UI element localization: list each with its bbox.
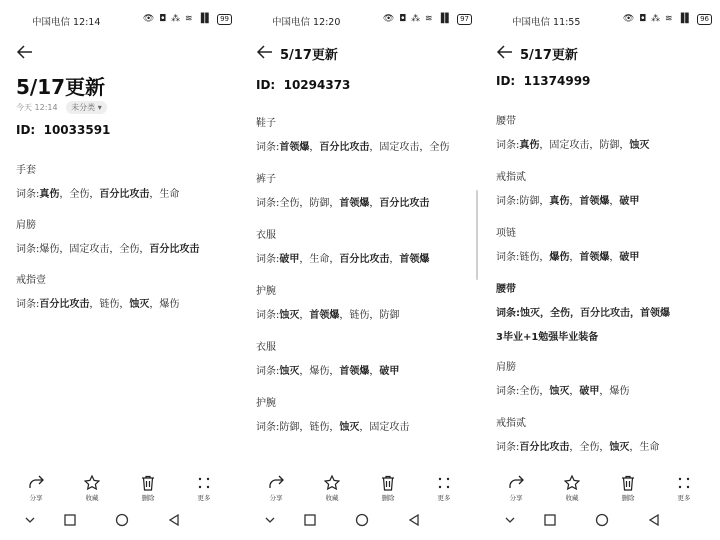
- list-item: [496, 280, 712, 343]
- category-chip[interactable]: 未分类 ▾: [66, 101, 107, 114]
- share-label: 分享: [269, 494, 283, 502]
- more-label: 更多: [677, 494, 691, 502]
- attribute-text: 破甲: [619, 196, 640, 207]
- favorite-label: 收藏: [565, 494, 579, 502]
- share-icon: [16, 474, 56, 492]
- home-icon[interactable]: [354, 512, 370, 528]
- attribute-text: 词条:: [496, 442, 520, 453]
- status-carrier-time: 中国电信 12:20: [272, 17, 341, 28]
- attribute-text: ，生命: [629, 442, 660, 453]
- list-item: [256, 114, 472, 153]
- favorite-label: 收藏: [85, 494, 99, 502]
- bottom-toolbar: [16, 474, 224, 504]
- share-button[interactable]: [16, 474, 56, 502]
- chevron-down-icon[interactable]: [502, 512, 518, 528]
- attribute-text: ，全伤，: [59, 189, 100, 200]
- back-icon[interactable]: [166, 512, 182, 528]
- attribute-text: 词条:: [256, 254, 280, 265]
- attribute-text: ，爆伤，: [299, 366, 340, 377]
- attribute-text: 破甲: [279, 254, 300, 265]
- topbar-title: 5/17更新: [520, 48, 578, 63]
- item-attributes: [16, 240, 232, 255]
- trash-icon: [128, 474, 168, 492]
- item-title: 衣服: [256, 230, 276, 241]
- home-icon[interactable]: [594, 512, 610, 528]
- system-nav-bar: [240, 512, 480, 528]
- star-icon: [312, 474, 352, 492]
- attribute-text: 首领爆: [579, 252, 610, 263]
- attribute-text: 首领爆: [339, 198, 370, 209]
- attribute-text: 蚀灭: [129, 299, 150, 310]
- attribute-text: 破甲: [579, 386, 600, 397]
- attribute-text: 蚀灭: [549, 386, 570, 397]
- note-meta: [16, 101, 107, 114]
- more-icon: [184, 474, 224, 492]
- id-label: ID:: [256, 78, 276, 92]
- attribute-text: 首领爆: [309, 310, 340, 321]
- share-button[interactable]: [496, 474, 536, 502]
- status-icons: 👁 ◘ ⁂ ≋ ▐▌ 96: [623, 14, 712, 25]
- share-icon: [256, 474, 296, 492]
- attribute-text: ，: [369, 366, 380, 377]
- attribute-text: ，链伤，: [89, 299, 130, 310]
- list-item: [256, 338, 472, 377]
- id-line: [16, 123, 110, 137]
- list-item: [496, 112, 712, 151]
- delete-button[interactable]: [128, 474, 168, 502]
- attribute-text: 首领爆: [579, 196, 610, 207]
- chevron-down-icon[interactable]: [22, 512, 38, 528]
- attribute-text: 破甲: [379, 366, 400, 377]
- back-arrow-icon[interactable]: [496, 44, 514, 60]
- back-icon[interactable]: [406, 512, 422, 528]
- attribute-text: 3毕业+1勉强毕业装备: [496, 332, 599, 343]
- attribute-text: 百分比攻击: [319, 142, 370, 153]
- item-attributes: [256, 194, 472, 209]
- system-nav-bar: [480, 512, 720, 528]
- share-label: 分享: [509, 494, 523, 502]
- item-attributes: [256, 306, 472, 321]
- attribute-text: ，: [609, 252, 620, 263]
- attribute-text: ，: [389, 254, 400, 265]
- delete-button[interactable]: [608, 474, 648, 502]
- note-screen-3: [480, 0, 720, 540]
- attribute-text: ，生命，: [299, 254, 340, 265]
- recents-icon[interactable]: [302, 512, 318, 528]
- attribute-text: 词条:全伤，: [496, 386, 550, 397]
- item-attributes: [496, 328, 712, 343]
- delete-button[interactable]: [368, 474, 408, 502]
- item-attributes: [16, 295, 232, 310]
- home-icon[interactable]: [114, 512, 130, 528]
- attribute-text: ，: [309, 142, 320, 153]
- attribute-text: ，: [609, 196, 620, 207]
- item-attributes: [496, 192, 712, 207]
- share-label: 分享: [29, 494, 43, 502]
- status-carrier-time: 中国电信 12:14: [32, 17, 101, 28]
- list-item: [256, 226, 472, 265]
- attribute-text: ，生命: [149, 189, 180, 200]
- battery-icon: 99: [217, 14, 232, 25]
- favorite-label: 收藏: [325, 494, 339, 502]
- attribute-text: ，全伤，: [569, 442, 610, 453]
- more-button[interactable]: [184, 474, 224, 502]
- list-item: [496, 358, 712, 397]
- attribute-text: 词条:全伤，防御，: [256, 198, 340, 209]
- more-label: 更多: [197, 494, 211, 502]
- share-icon: [496, 474, 536, 492]
- list-item: [16, 161, 232, 200]
- attribute-text: 词条:蚀灭，全伤，百分比攻击，首领爆: [496, 308, 670, 319]
- more-button[interactable]: [664, 474, 704, 502]
- item-title: 护腕: [256, 398, 276, 409]
- attribute-text: 词条:: [256, 366, 280, 377]
- attribute-text: ，爆伤: [149, 299, 180, 310]
- status-bar: [512, 14, 712, 28]
- item-title: 肩膀: [16, 220, 36, 231]
- item-attributes: [256, 138, 472, 153]
- topbar-title: 5/17更新: [280, 48, 338, 63]
- attribute-text: 蚀灭: [279, 310, 300, 321]
- share-button[interactable]: [256, 474, 296, 502]
- battery-icon: 97: [457, 14, 472, 25]
- status-icons: 👁 ◘ ⁂ ≋ ▐▌ 99: [143, 14, 232, 25]
- list-item: [256, 394, 472, 433]
- bottom-toolbar: [256, 474, 464, 504]
- id-line: [496, 74, 590, 88]
- attribute-text: 真伤: [549, 196, 570, 207]
- status-bar: [32, 14, 232, 28]
- attribute-text: ，链伤，防御: [339, 310, 400, 321]
- list-item: [16, 271, 232, 310]
- delete-label: 删除: [621, 494, 635, 502]
- attribute-text: ，: [569, 252, 580, 263]
- list-item: [256, 170, 472, 209]
- attribute-text: 百分比攻击: [519, 442, 570, 453]
- item-attributes: [256, 362, 472, 377]
- item-title: 衣服: [256, 342, 276, 353]
- trash-icon: [608, 474, 648, 492]
- attribute-text: 蚀灭: [339, 422, 360, 433]
- attribute-text: 首领爆: [399, 254, 430, 265]
- attribute-text: 词条:: [16, 189, 40, 200]
- attribute-text: ，爆伤: [599, 386, 630, 397]
- attribute-text: ，固定攻击，全伤: [369, 142, 450, 153]
- bottom-toolbar: [496, 474, 704, 504]
- attribute-text: 爆伤: [549, 252, 570, 263]
- back-arrow-icon[interactable]: [256, 44, 274, 60]
- attribute-text: 首领爆: [339, 366, 370, 377]
- battery-icon: 96: [697, 14, 712, 25]
- item-title: 戒指贰: [496, 172, 526, 183]
- item-attributes: [496, 136, 712, 151]
- item-title: 腰带: [496, 284, 516, 295]
- item-title: 戒指壹: [16, 275, 46, 286]
- attribute-text: 破甲: [619, 252, 640, 263]
- back-arrow-icon[interactable]: [16, 44, 34, 60]
- attribute-text: 词条:链伤，: [496, 252, 550, 263]
- attribute-text: ，: [369, 198, 380, 209]
- attribute-text: 词条:: [256, 310, 280, 321]
- item-title: 腰带: [496, 116, 516, 127]
- chevron-down-icon[interactable]: [262, 512, 278, 528]
- item-attributes: [256, 250, 472, 265]
- attribute-text: 词条:: [16, 299, 40, 310]
- item-title: 护腕: [256, 286, 276, 297]
- attribute-text: 蚀灭: [279, 366, 300, 377]
- delete-label: 删除: [381, 494, 395, 502]
- item-title: 鞋子: [256, 118, 276, 129]
- item-title: 裤子: [256, 174, 276, 185]
- attribute-text: 真伤: [519, 140, 540, 151]
- attribute-text: 百分比攻击: [99, 189, 150, 200]
- note-screen-2: [240, 0, 480, 540]
- attribute-text: 词条:爆伤，固定攻击，全伤，: [16, 244, 150, 255]
- item-attributes: [256, 418, 472, 433]
- attribute-text: ，: [569, 196, 580, 207]
- status-icons: 👁 ◘ ⁂ ≋ ▐▌ 97: [383, 14, 472, 25]
- favorite-button[interactable]: [312, 474, 352, 502]
- attribute-text: 百分比攻击: [379, 198, 430, 209]
- list-item: [496, 168, 712, 207]
- more-icon: [424, 474, 464, 492]
- attribute-text: 词条:防御，链伤，: [256, 422, 340, 433]
- id-line: [256, 78, 350, 92]
- delete-label: 删除: [141, 494, 155, 502]
- note-timestamp: 今天 12:14: [16, 103, 58, 112]
- page-title: 5/17更新: [16, 75, 106, 99]
- item-attributes: [496, 304, 712, 319]
- attribute-text: 首领爆: [279, 142, 310, 153]
- status-carrier-time: 中国电信 11:55: [512, 17, 581, 28]
- attribute-text: 百分比攻击: [149, 244, 200, 255]
- list-item: [256, 282, 472, 321]
- id-label: ID:: [496, 74, 516, 88]
- attribute-text: 蚀灭: [629, 140, 650, 151]
- item-attributes: [496, 438, 712, 453]
- recents-icon[interactable]: [542, 512, 558, 528]
- item-attributes: [496, 382, 712, 397]
- note-screen-1: [0, 0, 240, 540]
- system-nav-bar: [0, 512, 240, 528]
- list-item: [496, 224, 712, 263]
- item-attributes: [16, 185, 232, 200]
- item-title: 项链: [496, 228, 516, 239]
- favorite-button[interactable]: [552, 474, 592, 502]
- more-label: 更多: [437, 494, 451, 502]
- more-button[interactable]: [424, 474, 464, 502]
- status-bar: [272, 14, 472, 28]
- item-title: 手套: [16, 165, 36, 176]
- trash-icon: [368, 474, 408, 492]
- id-value: 10033591: [43, 123, 111, 137]
- attribute-text: 词条:防御，: [496, 196, 550, 207]
- attribute-text: 百分比攻击: [339, 254, 390, 265]
- list-item: [16, 216, 232, 255]
- attribute-text: 词条:: [496, 140, 520, 151]
- category-label: 未分类: [71, 103, 96, 112]
- attribute-text: 词条:: [256, 142, 280, 153]
- scrollbar[interactable]: [476, 190, 478, 280]
- attribute-text: 真伤: [39, 189, 60, 200]
- id-label: ID:: [16, 123, 36, 137]
- attribute-text: ，固定攻击，防御，: [539, 140, 630, 151]
- more-icon: [664, 474, 704, 492]
- item-attributes: [496, 248, 712, 263]
- id-value: 11374999: [523, 74, 591, 88]
- attribute-text: ，固定攻击: [359, 422, 410, 433]
- star-icon: [72, 474, 112, 492]
- attribute-text: ，: [569, 386, 580, 397]
- back-icon[interactable]: [646, 512, 662, 528]
- list-item: [496, 414, 712, 453]
- item-title: 戒指贰: [496, 418, 526, 429]
- attribute-text: ，: [299, 310, 310, 321]
- id-value: 10294373: [283, 78, 351, 92]
- star-icon: [552, 474, 592, 492]
- recents-icon[interactable]: [62, 512, 78, 528]
- favorite-button[interactable]: [72, 474, 112, 502]
- attribute-text: 蚀灭: [609, 442, 630, 453]
- item-title: 肩膀: [496, 362, 516, 373]
- attribute-text: 百分比攻击: [39, 299, 90, 310]
